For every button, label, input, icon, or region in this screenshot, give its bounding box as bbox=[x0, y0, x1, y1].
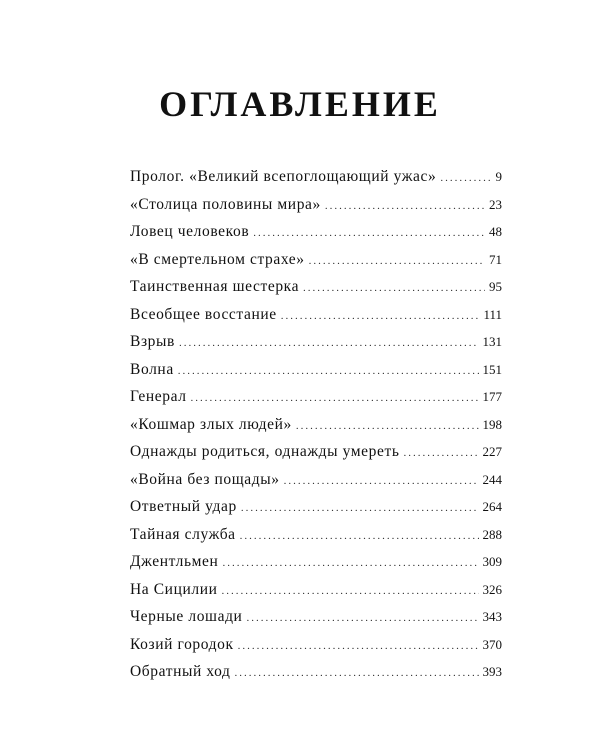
toc-entry-title: Черные лошади bbox=[130, 608, 243, 625]
toc-entry bbox=[130, 416, 502, 444]
toc-entry bbox=[130, 663, 502, 691]
toc-entry-title: Генерал bbox=[130, 388, 187, 405]
toc-entry bbox=[130, 223, 502, 251]
page-title: ОГЛАВЛЕНИЕ bbox=[159, 84, 441, 124]
toc-entry bbox=[130, 608, 502, 636]
toc-entry bbox=[130, 361, 502, 389]
toc-entry bbox=[130, 333, 502, 361]
dot-leader bbox=[235, 667, 479, 679]
toc-page-number: 131 bbox=[482, 334, 502, 349]
dot-leader bbox=[296, 420, 479, 432]
toc-page-number: 9 bbox=[495, 169, 502, 184]
toc-entry bbox=[130, 278, 502, 306]
dot-leader bbox=[325, 200, 485, 212]
toc-page-number: 71 bbox=[489, 251, 502, 267]
toc-page-number: 177 bbox=[482, 389, 502, 404]
toc-entry-title: Джентльмен bbox=[130, 553, 219, 570]
dot-leader bbox=[440, 172, 491, 184]
toc-page-number: 48 bbox=[489, 224, 502, 239]
toc-entry-title: Обратный ход bbox=[130, 663, 231, 680]
toc-entry-title: Пролог. «Великий всепоглощающий ужас» bbox=[130, 168, 437, 185]
toc-entry-title: Ответный удар bbox=[130, 498, 237, 515]
toc-entry bbox=[130, 251, 502, 279]
toc-entry-title: Всеобщее восстание bbox=[130, 305, 277, 323]
dot-leader bbox=[222, 585, 479, 597]
toc-entry bbox=[130, 498, 502, 526]
toc-entry bbox=[130, 388, 502, 416]
toc-entry bbox=[130, 553, 502, 581]
toc-page-number: 309 bbox=[482, 554, 502, 569]
dot-leader bbox=[404, 447, 479, 459]
dot-leader bbox=[238, 640, 479, 652]
toc-page-number: 227 bbox=[482, 444, 502, 459]
toc-page-number: 111 bbox=[483, 306, 502, 322]
toc-entry-title: «В смертельном страхе» bbox=[130, 250, 305, 268]
toc-entry bbox=[130, 443, 502, 471]
dot-leader bbox=[179, 337, 479, 349]
toc-entry-title: «Война без пощады» bbox=[130, 470, 280, 488]
toc-entry-title: «Столица половины мира» bbox=[130, 195, 321, 213]
toc-entry bbox=[130, 168, 502, 196]
toc-page-number: 151 bbox=[482, 361, 502, 377]
toc-entry-title: Волна bbox=[130, 360, 174, 378]
toc-entry-title: Ловец человеков bbox=[130, 223, 250, 240]
toc-entry bbox=[130, 471, 502, 499]
table-of-contents bbox=[130, 168, 502, 691]
toc-entry-title: Однажды родиться, однажды умереть bbox=[130, 443, 400, 460]
toc-page-number: 393 bbox=[482, 664, 502, 679]
toc-entry-title: «Кошмар злых людей» bbox=[130, 415, 292, 433]
toc-page-number: 198 bbox=[482, 416, 502, 432]
toc-entry bbox=[130, 196, 502, 224]
toc-entry-title: На Сицилии bbox=[130, 580, 218, 598]
toc-page-number: 23 bbox=[489, 196, 502, 212]
toc-page-number: 326 bbox=[482, 581, 502, 597]
toc-entry-title: Взрыв bbox=[130, 333, 175, 350]
dot-leader bbox=[284, 475, 479, 487]
toc-entry-title: Тайная служба bbox=[130, 525, 236, 543]
toc-page-number: 244 bbox=[482, 471, 502, 487]
dot-leader bbox=[241, 502, 479, 514]
dot-leader bbox=[281, 310, 480, 322]
toc-page-number: 264 bbox=[482, 499, 502, 514]
toc-entry bbox=[130, 526, 502, 554]
toc-page-number: 95 bbox=[489, 279, 502, 294]
dot-leader bbox=[191, 392, 479, 404]
dot-leader bbox=[309, 255, 485, 267]
dot-leader bbox=[253, 227, 485, 239]
toc-entry bbox=[130, 636, 502, 664]
dot-leader bbox=[222, 557, 478, 569]
toc-entry-title: Козий городок bbox=[130, 635, 234, 653]
dot-leader bbox=[246, 612, 478, 624]
toc-page-number: 370 bbox=[482, 636, 502, 652]
toc-page-number: 288 bbox=[482, 526, 502, 542]
dot-leader bbox=[240, 530, 479, 542]
toc-entry-title: Таинственная шестерка bbox=[130, 278, 300, 295]
dot-leader bbox=[303, 282, 485, 294]
toc-entry bbox=[130, 581, 502, 609]
toc-page-number: 343 bbox=[482, 609, 502, 624]
dot-leader bbox=[178, 365, 479, 377]
toc-entry bbox=[130, 306, 502, 334]
